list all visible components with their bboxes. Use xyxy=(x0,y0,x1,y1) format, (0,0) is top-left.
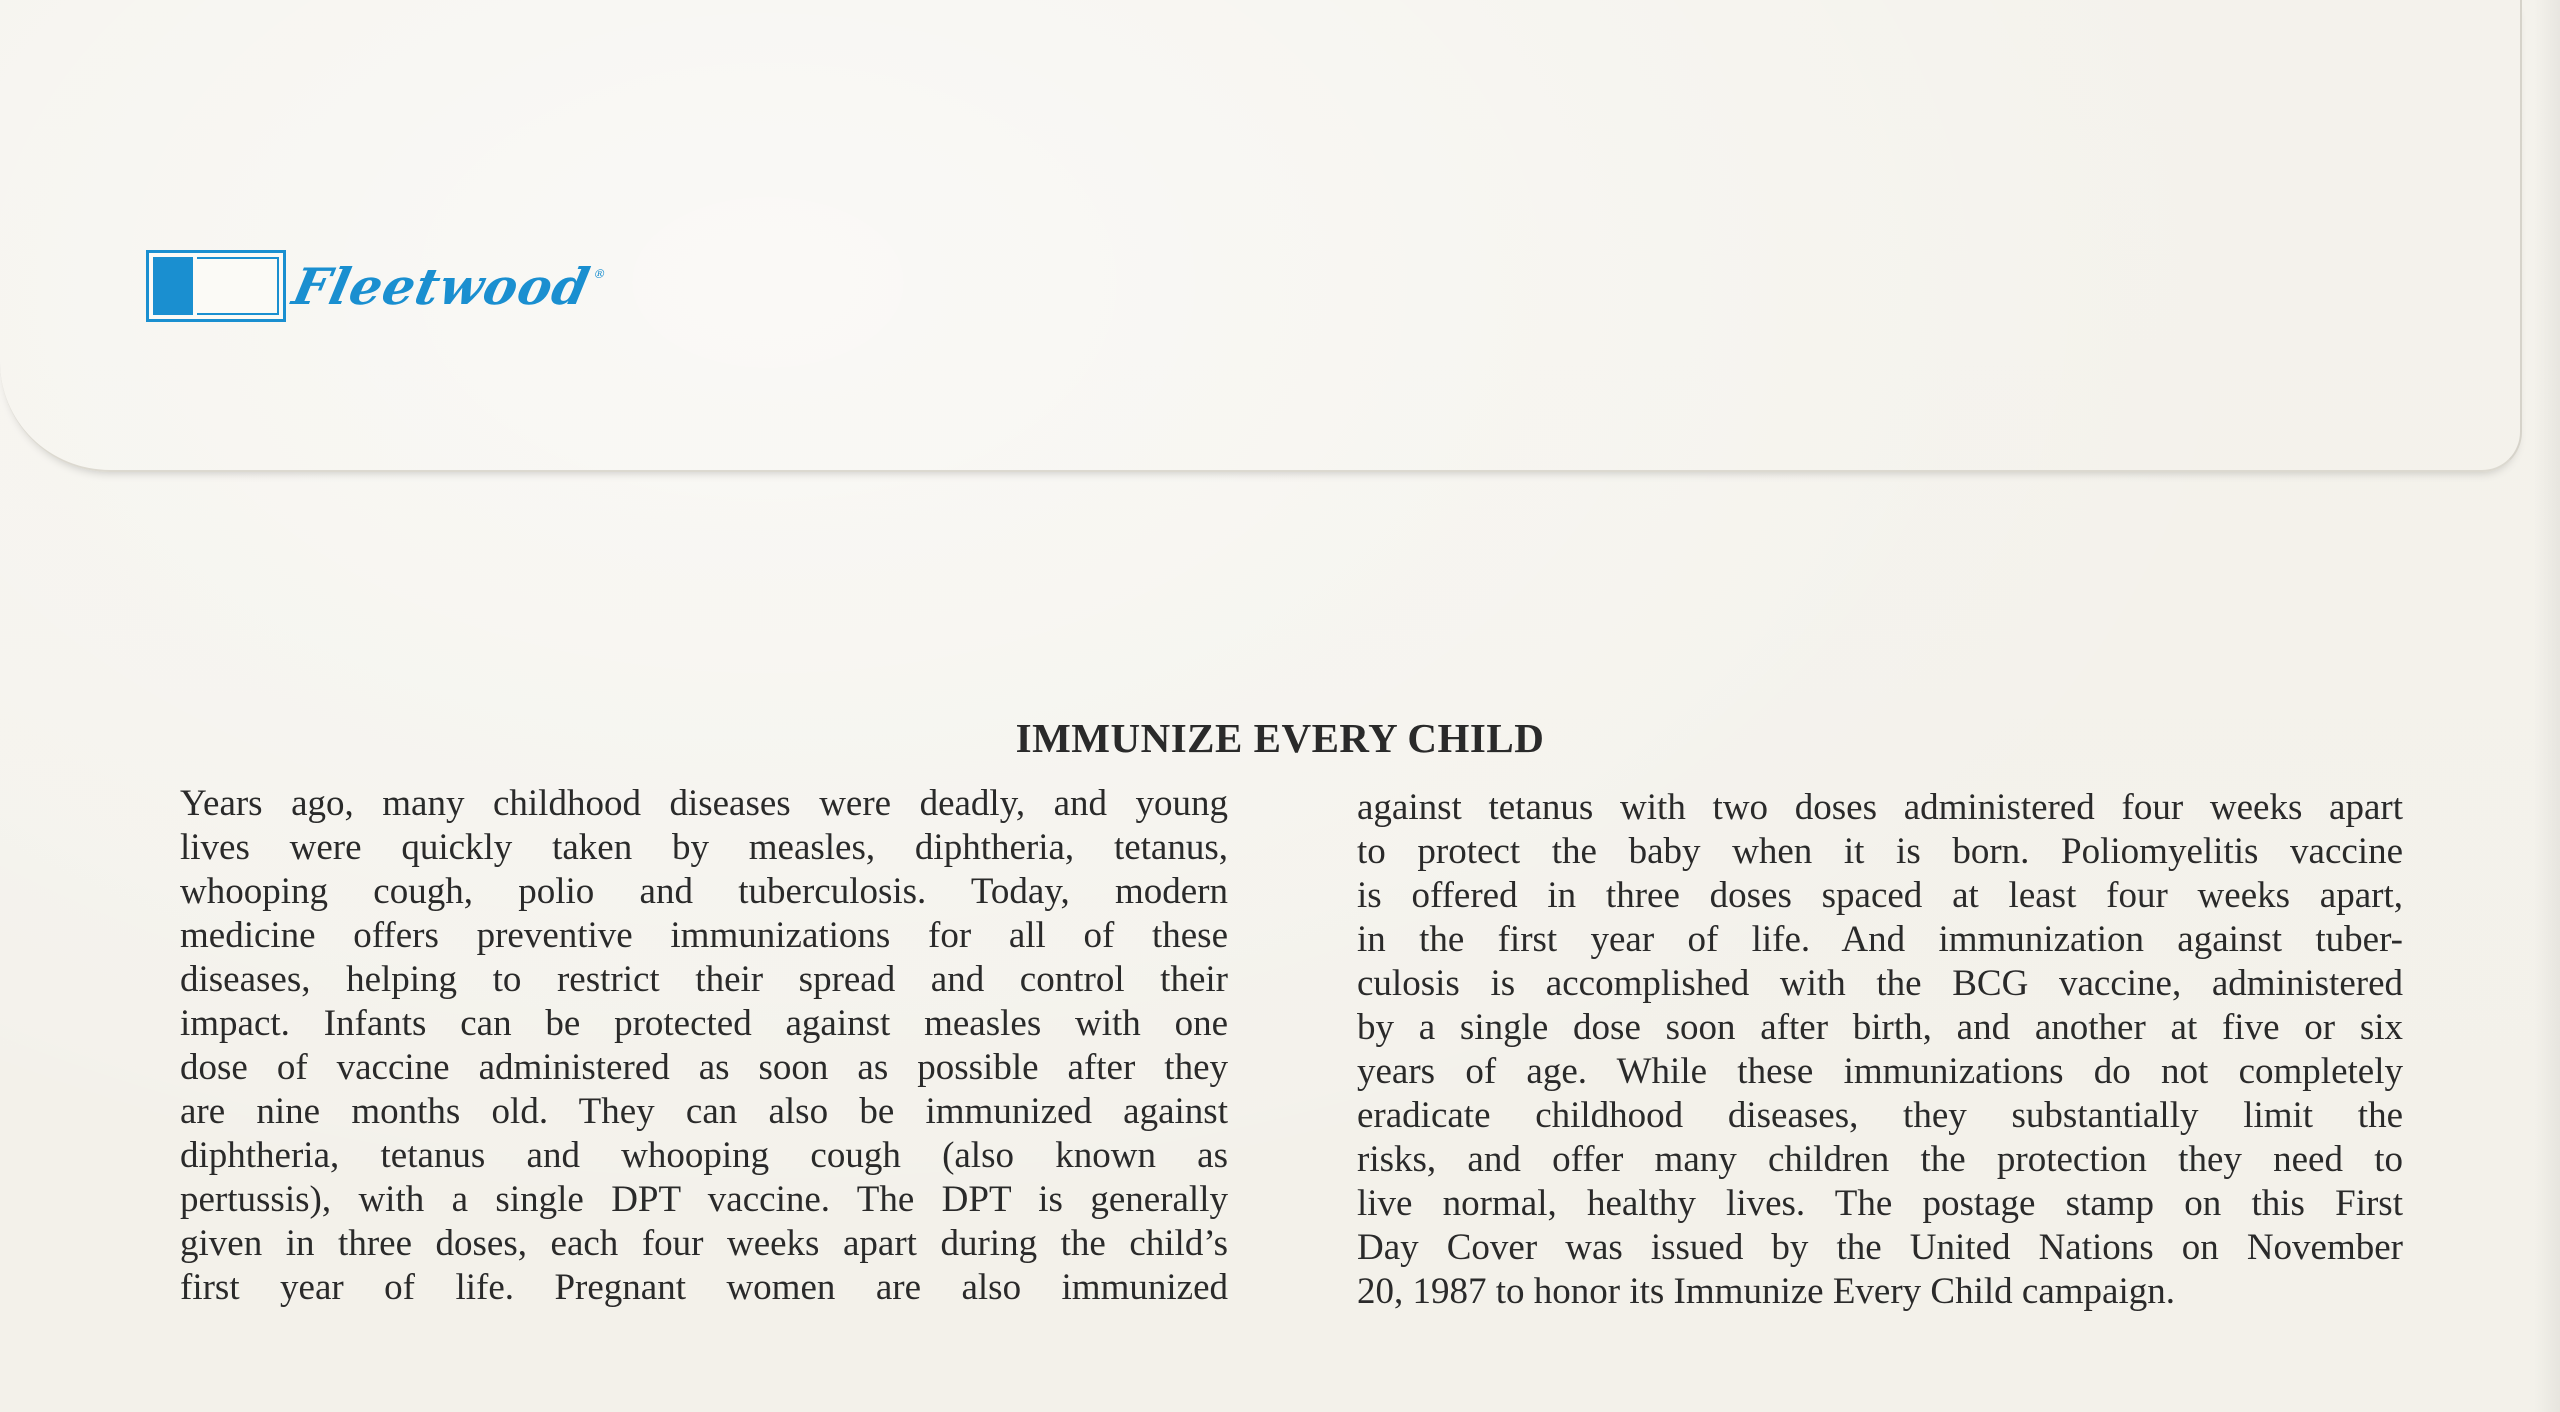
text-line: given in three doses, each four weeks apart during the child’s xyxy=(180,1223,1228,1264)
text-line: live normal, healthy lives. The postage stamp on this First xyxy=(1357,1183,2403,1224)
text-line: years of age. While these immunizations do not completely xyxy=(1357,1051,2403,1092)
text-line: dose of vaccine administered as soon as possible after they xyxy=(180,1047,1228,1088)
body-column-right xyxy=(1357,786,2403,1314)
text-line: culosis is accomplished with the BCG vaccine, administered xyxy=(1357,963,2403,1004)
text-line: Day Cover was issued by the United Nations on November xyxy=(1357,1227,2403,1268)
text-line: Years ago, many childhood diseases were deadly, and young xyxy=(180,783,1228,824)
envelope-edge-shadow xyxy=(2534,0,2560,1412)
body-column-left xyxy=(180,782,1228,1310)
text-line: to protect the baby when it is born. Poliomyelitis vaccine xyxy=(1357,831,2403,872)
text-line: first year of life. Pregnant women are also immunized xyxy=(180,1267,1228,1308)
text-line: in the first year of life. And immunization against tuber- xyxy=(1357,919,2403,960)
logo-name: Fleetwood xyxy=(287,256,596,316)
text-line: pertussis), with a single DPT vaccine. The DPT is generally xyxy=(180,1179,1228,1220)
text-line: diseases, helping to restrict their spread and control their xyxy=(180,959,1228,1000)
text-line: against tetanus with two doses administered four weeks apart xyxy=(1357,787,2403,828)
page-title: IMMUNIZE EVERY CHILD xyxy=(1015,715,1545,761)
logo-wordmark xyxy=(288,257,610,316)
text-line: lives were quickly taken by measles, diphtheria, tetanus, xyxy=(180,827,1228,868)
logo-mark-icon xyxy=(146,250,286,322)
text-line: are nine months old. They can also be immunized against xyxy=(180,1091,1228,1132)
text-line: eradicate childhood diseases, they substantially limit the xyxy=(1357,1095,2403,1136)
logo-registered-mark: ® xyxy=(592,266,609,281)
text-line: is offered in three doses spaced at least four weeks apart, xyxy=(1357,875,2403,916)
fleetwood-logo xyxy=(146,250,609,322)
text-line: diphtheria, tetanus and whooping cough (also known as xyxy=(180,1135,1228,1176)
text-line: by a single dose soon after birth, and another at five or six xyxy=(1357,1007,2403,1048)
text-line: risks, and offer many children the protection they need to xyxy=(1357,1139,2403,1180)
text-line: medicine offers preventive immunizations for all of these xyxy=(180,915,1228,956)
text-line: whooping cough, polio and tuberculosis. Today, modern xyxy=(180,871,1228,912)
envelope-flap xyxy=(0,0,2522,472)
text-line: impact. Infants can be protected against measles with one xyxy=(180,1003,1228,1044)
text-line: 20, 1987 to honor its Immunize Every Child campaign. xyxy=(1357,1271,2175,1312)
